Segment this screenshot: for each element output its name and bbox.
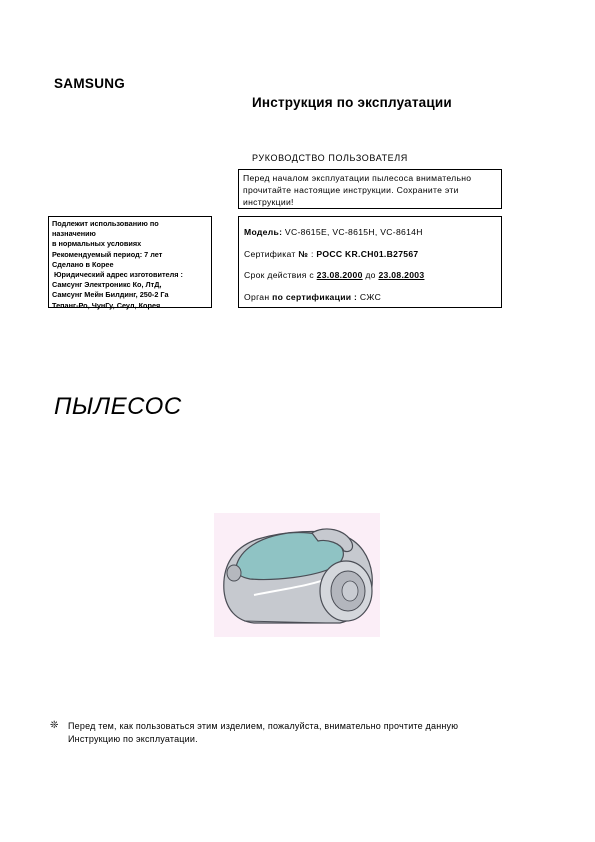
vacuum-cleaner-image [214,513,380,637]
certificate-colon: : [308,248,317,259]
info-line: Самсунг Мейн Билдинг, 250-2 Га [52,290,169,300]
notice-line: прочитайте настоящие инструкции. Сохраните эти [243,185,459,195]
certificate-label: Сертификат [244,248,299,259]
organ-line [244,292,501,303]
info-line: Юридический адрес изготовителя : [52,270,183,280]
validity-label: Срок действия с [244,270,317,280]
certificate-box [238,216,502,308]
info-line: Самсунг Электроникс Ко, ЛтД, [52,280,162,290]
certificate-number-sign: № [298,248,309,259]
model-line [244,227,501,238]
footnote-line: Инструкцию по эксплуатации. [68,733,198,744]
info-line: Сделано в Корее [52,259,114,269]
validity-line [244,270,501,281]
validity-from: 23.08.2000 [316,270,363,280]
document-title: Инструкция по эксплуатации [252,95,452,110]
notice-line: Перед началом эксплуатации пылесоса внимательно [243,173,472,183]
wheel-hub [342,581,358,601]
notice-line: инструкции! [243,197,294,207]
guide-heading: РУКОВОДСТВО ПОЛЬЗОВАТЕЛЯ [252,153,408,163]
validity-to: 23.08.2003 [378,270,425,280]
info-line: Тепанг-Ро, ЧунГу, Сеул, Корея [52,300,161,310]
product-title: ПЫЛЕСОС [54,393,182,420]
organ-bold: по сертификации : [272,291,358,302]
model-label: Модель: [244,227,283,237]
footnote-mark-icon: ❊ [50,720,59,731]
footnote-text [68,720,508,745]
manufacturer-info-box [48,216,212,308]
model-value: VC-8615E, VC-8615H, VC-8614H [282,227,423,237]
footnote-line: Перед тем, как пользоваться этим изделием, пожалуйста, внимательно прочтите данную [68,721,459,731]
info-line: Рекомендуемый период: 7 лет [52,249,163,259]
info-line: Подлежит использованию по [52,219,159,228]
notice-box [238,169,502,209]
organ-label: Орган [244,291,273,302]
info-line: назначению [52,229,96,239]
info-line: в нормальных условиях [52,239,142,249]
validity-mid: до [362,270,379,280]
vacuum-cleaner-illustration [214,513,380,637]
brand-logo-text: SAMSUNG [54,76,126,91]
organ-value: СЖС [357,291,382,302]
certificate-line [244,249,501,260]
hose-port [227,565,241,581]
certificate-value: POCC KR.CH01.B27567 [316,248,419,259]
